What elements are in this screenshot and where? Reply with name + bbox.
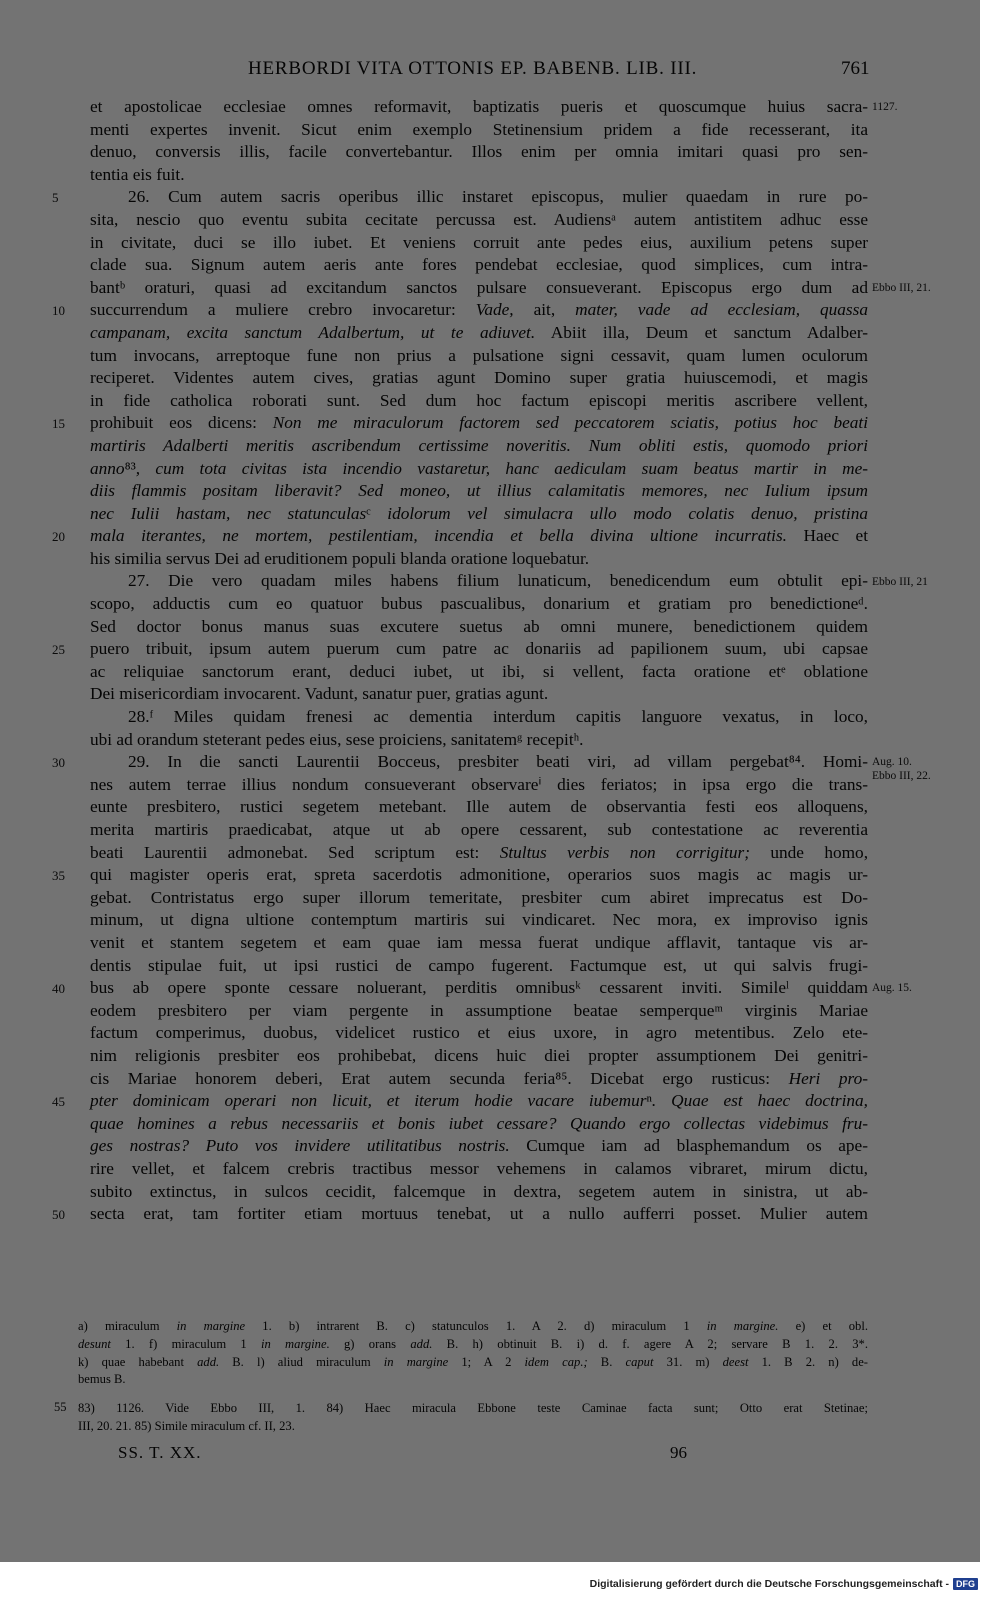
text-line <box>90 1113 868 1136</box>
text-run: sita, nescio quo eventu subita cecitate percussa est. Audiensᵃ autem antistitem adhuc esse <box>90 209 868 229</box>
margin-note: Ebbo III, 21 <box>872 575 928 588</box>
text-run: et apostolicae ecclesiae omnes reformavit, baptizatis pueris et quoscumque huius sacra- <box>90 97 868 116</box>
text-line <box>90 525 868 548</box>
text-line <box>90 299 868 322</box>
text-line <box>90 1022 868 1045</box>
text-line <box>90 616 868 639</box>
text-line <box>90 1045 868 1068</box>
text-line <box>90 96 868 119</box>
italic-text: diis flammis positam liberavit? Sed moneo, ut illius calamitatis memores, nec Iulium ipsum <box>90 481 868 501</box>
italic-text: caput <box>625 1354 654 1369</box>
text-run: 31. m) <box>653 1354 723 1369</box>
footnote-line-number: 55 <box>54 1400 67 1414</box>
text-run: his similia servus Dei ad eruditionem populi blanda oratione loquebatur. <box>90 548 590 568</box>
page-number: 761 <box>841 58 870 79</box>
text-line <box>90 751 868 774</box>
text-line <box>90 277 868 300</box>
footnotes <box>54 1400 868 1436</box>
line-number: 15 <box>52 416 65 432</box>
text-run: succurrendum a muliere crebro invocaretur: <box>90 300 476 320</box>
credit-text: Digitalisierung gefördert durch die Deutsche Forschungsgemeinschaft - <box>589 1578 949 1590</box>
text-line <box>90 661 868 684</box>
text-run: 27. Die vero quadam miles habens filium lunaticum, benedicendum eum obtulit epi- <box>128 571 868 591</box>
text-run: 1. f) miraculum 1 <box>110 1336 261 1351</box>
italic-text: idem cap.; <box>524 1354 588 1369</box>
text-line <box>90 141 868 164</box>
italic-text: quae homines a rebus necessariis et bonis iubet cessare? Quando ergo collectas videbimus fru- <box>90 1113 868 1133</box>
italic-text: in margine. <box>706 1319 779 1333</box>
line-number: 45 <box>52 1094 65 1110</box>
sheet-signature: 96 <box>670 1443 687 1462</box>
text-run: Haec et <box>787 526 869 546</box>
text-line <box>90 458 868 481</box>
apparatus-line <box>78 1318 868 1336</box>
italic-text: . Quae est haec doctrina, <box>651 1091 869 1111</box>
text-line <box>90 706 868 729</box>
text-line <box>90 435 868 458</box>
text-run: III, 20. 21. 85) Simile miraculum cf. II, 23. <box>78 1418 295 1433</box>
italic-text: martiris Adalberti meritis ascribendum certissime noveritis. Num obliti estis, quomodo priori <box>90 435 868 455</box>
text-run: ac reliquiae sanctorum erant, deduci iubet, ut ibi, si vellent, facta oratione etᵉ oblatione <box>90 661 868 681</box>
text-line <box>90 209 868 232</box>
text-line <box>90 955 868 978</box>
text-line <box>90 774 868 797</box>
text-line <box>90 367 868 390</box>
text-line <box>90 796 868 819</box>
text-run: 26. Cum autem sacris operibus illic instaret episcopus, mulier quaedam in rure po- <box>128 187 868 207</box>
text-line <box>90 1068 868 1091</box>
italic-text: in margine. <box>260 1336 330 1351</box>
text-run: puero tribuit, ipsum autem puerum cum patre ac donariis ad papilionem suum, ubi capsae <box>90 639 868 659</box>
margin-note: 1127. <box>872 101 898 113</box>
italic-text: Non me miraculorum factorem sed peccatorem sciatis, potius hoc beati <box>272 413 868 433</box>
text-run: beati Laurentii admonebat. Sed scriptum est: <box>90 842 500 862</box>
text-line <box>90 390 868 413</box>
italic-text: pter dominicam operari non licuit, et iterum hodie vacare iubemur <box>90 1091 647 1111</box>
dfg-logo: DFG <box>953 1578 978 1590</box>
text-run: 28.ᶠ Miles quidam frenesi ac dementia interdum capitis languore vexatus, in loco, <box>128 707 868 727</box>
text-run: ait, <box>513 300 576 320</box>
line-number: 20 <box>52 529 65 545</box>
main-text <box>52 96 931 1226</box>
italic-text: Heri pro- <box>788 1068 868 1088</box>
text-run: tentia eis fuit. <box>90 164 185 184</box>
text-run: venit et stantem segetem et eam quae iam messa fuerat undique afflavit, tantaque vis ar- <box>90 932 868 952</box>
line-number: 5 <box>52 190 59 206</box>
apparatus-line <box>78 1354 868 1372</box>
italic-text: mala iterantes, ne mortem, pestilentiam, incendia et bella divina ultione incurratis. <box>90 526 787 546</box>
digitization-credit <box>590 1578 978 1590</box>
text-run: 1. b) intrarent B. c) statunculos 1. A 2. d) miraculum 1 <box>245 1319 707 1333</box>
footnote-line <box>78 1400 868 1418</box>
text-run: scopo, adductis cum eo quatuor bubus pascualibus, donarium et gratiam pro benedictioneᵈ. <box>90 594 868 614</box>
text-line <box>90 1135 868 1158</box>
text-run: 83) 1126. Vide Ebbo III, 1. 84) Haec miracula Ebbone teste Caminae facta sunt; Otto erat Stetinae; <box>78 1401 868 1415</box>
text-line <box>90 480 868 503</box>
text-run: denuo, conversis illis, facile convertebantur. Illos enim per omnia imitari quasi pro sen- <box>90 142 868 162</box>
text-run: ᶜ <box>366 503 371 523</box>
text-line <box>90 909 868 932</box>
text-line <box>90 593 868 616</box>
text-run: minum, ut digna ultione contemptum martiris sui vindicaret. Nec mora, ex improviso ignis <box>90 910 868 930</box>
italic-text: anno <box>90 458 125 478</box>
text-run: Dei misericordiam invocarent. Vadunt, sanatur puer, gratias agunt. <box>90 684 549 704</box>
text-line <box>90 503 868 526</box>
margin-note: Aug. 10. <box>872 756 912 769</box>
line-number: 40 <box>52 981 65 997</box>
text-line <box>90 164 868 187</box>
text-run: Cumque iam ad blasphemandum os ape- <box>509 1136 868 1156</box>
text-line <box>90 1090 868 1113</box>
italic-text: ges nostras? Puto vos invidere utilitatibus nostris. <box>90 1136 510 1156</box>
text-run: k) quae habebant <box>78 1354 198 1369</box>
text-run: bus ab opere sponte cessare noluerant, perditis omnibusᵏ cessarent inviti. Simileˡ quiddam <box>90 978 868 998</box>
line-number: 35 <box>52 868 65 884</box>
text-run: clade sua. Signum autem aeris ante fores pendebat ecclesiae, quod simplices, cum intra- <box>90 255 868 275</box>
text-run: 29. In die sancti Laurentii Bocceus, presbiter beati viri, ad villam pergebat⁸⁴. Homi- <box>128 752 868 772</box>
italic-text: add. <box>410 1336 433 1351</box>
margin-note: Aug. 15. <box>872 982 912 995</box>
text-line <box>90 638 868 661</box>
text-run: secta erat, tam fortiter etiam mortuus tenebat, ut a nullo aufferri posset. Mulier autem <box>90 1204 868 1224</box>
italic-text: Vade, <box>475 300 514 320</box>
text-line <box>90 1203 868 1226</box>
italic-text: nec Iulii hastam, nec statunculas <box>90 503 367 523</box>
critical-apparatus <box>78 1318 868 1389</box>
italic-text: in margine <box>383 1354 449 1369</box>
italic-text: idolorum vel simulacra ullo modo colatis denuo, pristina <box>370 503 868 523</box>
text-line <box>90 729 868 752</box>
line-number: 30 <box>52 755 65 771</box>
text-run: eunte presbitero, rustici segetem metebant. Ille autem de observantia festi eos alloquens, <box>90 797 868 817</box>
text-line <box>90 570 868 593</box>
text-run: B. h) obtinuit B. i) d. f. agere A 2; servare B 1. 2. 3*. <box>432 1336 868 1351</box>
text-run: a) miraculum <box>78 1319 177 1333</box>
text-line <box>90 1000 868 1023</box>
text-run: B. l) aliud miraculum <box>219 1354 384 1369</box>
apparatus-line <box>78 1336 868 1354</box>
text-line <box>90 345 868 368</box>
text-run: g) orans <box>329 1336 411 1351</box>
text-run: ⁸³ <box>124 458 136 478</box>
text-run: B. <box>587 1354 626 1369</box>
text-run: in fide catholica roborati sunt. Sed dum hoc factum episcopi meritis ascribere vellent, <box>90 390 868 410</box>
text-run: e) et obl. <box>778 1319 869 1333</box>
italic-text: add. <box>197 1354 220 1369</box>
text-line <box>90 119 868 142</box>
apparatus-line <box>78 1371 868 1389</box>
text-line <box>90 864 868 887</box>
italic-text: , cum tota civitas ista incendio vastaretur, hanc aediculam suam beatus martir in me- <box>135 458 868 478</box>
text-line <box>90 232 868 255</box>
text-run: factum comperimus, duobus, videlicet rustico et eius uxore, in agro metentibus. Zelo ete- <box>90 1023 868 1043</box>
text-line <box>90 1181 868 1204</box>
text-line <box>90 254 868 277</box>
text-line <box>90 932 868 955</box>
text-run: reciperet. Videntes autem cives, gratias agunt Domino super gratia huiuscemodi, et magis <box>90 368 868 388</box>
text-run: prohibuit eos dicens: <box>90 413 273 433</box>
text-line <box>90 186 868 209</box>
line-number: 50 <box>52 1207 65 1223</box>
text-run: ⁿ <box>646 1091 652 1111</box>
text-line <box>90 977 868 1000</box>
italic-text: Stultus verbis non corrigitur; <box>499 842 750 862</box>
text-line <box>90 683 868 706</box>
text-run: tum invocans, arreptoque fune non prius a pulsatione signi cessavit, quam lumen oculorum <box>90 345 868 365</box>
text-run: eodem presbitero per viam pergente in assumptione beatae semperqueᵐ virginis Mariae <box>90 1000 868 1020</box>
line-number: 25 <box>52 642 65 658</box>
text-run: rire vellet, et falcem crebris tractibus messor vehemens in calamos vibraret, mirum dictu, <box>90 1158 868 1178</box>
text-run: Sed doctor bonus manus suas excutere suetus ab omni munere, benedictionem quidem <box>90 616 868 636</box>
text-line <box>90 412 868 435</box>
text-run: 1; A 2 <box>448 1354 525 1369</box>
line-number: 10 <box>52 303 65 319</box>
running-title: HERBORDI VITA OTTONIS EP. BABENB. LIB. III. <box>248 58 698 79</box>
text-run: in civitate, duci se illo iubet. Et veniens corruit ante pedes eius, auxilium petens super <box>90 232 868 252</box>
text-run: bantᵇ oraturi, quasi ad excitandum sanctos pulsare consueverant. Episcopus ergo dum ad <box>90 277 868 297</box>
text-line <box>90 887 868 910</box>
running-header <box>0 54 980 84</box>
italic-text: mater, vade ad ecclesiam, quassa <box>575 300 869 320</box>
text-run: qui magister operis erat, spreta sacerdotis admonitione, operarios suos magis ac magis ur- <box>90 865 868 885</box>
text-run: merita martiris praedicabat, atque ut ab opere cessarent, sub contestatione ac reverentia <box>90 820 868 839</box>
italic-text: campanam, excita sanctum Adalbertum, ut te adiuvet. <box>90 322 536 342</box>
text-run: cis Mariae honorem deberi, Erat autem secunda feria⁸⁵. Dicebat ergo rusticus: <box>90 1068 789 1088</box>
text-run: nes autem terrae illius nondum consueverant observareⁱ dies feriatos; in ipsa ergo die trans- <box>90 774 868 794</box>
text-run: 1. B 2. n) de- <box>748 1354 868 1369</box>
text-line <box>90 819 868 842</box>
text-line <box>90 548 868 571</box>
text-run: subito extinctus, in sulcos cecidit, falcemque in dextra, segetem autem in sinistra, ut ab- <box>90 1181 868 1201</box>
text-line <box>90 322 868 345</box>
text-run: menti expertes invenit. Sicut enim exemplo Stetinensium pridem a fide recesserant, ita <box>90 119 868 139</box>
margin-note: Ebbo III, 22. <box>872 769 931 782</box>
text-run: gebat. Contristatus ergo super illorum temeritate, presbiter cum abiret imprecatus est Do- <box>90 887 868 907</box>
text-run: nim religionis presbiter eos prohibebat, dicens huic diei propter assumptionem Dei genitri- <box>90 1045 868 1065</box>
text-line <box>90 842 868 865</box>
text-run: bemus B. <box>78 1372 126 1387</box>
volume-signature: SS. T. XX. <box>118 1443 202 1462</box>
italic-text: in margine <box>176 1319 246 1333</box>
text-run: ubi ad orandum steterant pedes eius, sese proiciens, sanitatemᵍ recepitʰ. <box>90 729 584 749</box>
italic-text: desunt <box>78 1336 111 1351</box>
text-run: Abiit illa, Deum et sanctum Adalber- <box>535 322 868 342</box>
text-run: unde homo, <box>749 842 869 862</box>
text-line <box>90 1158 868 1181</box>
margin-note: Ebbo III, 21. <box>872 281 931 294</box>
text-run: dentis stipulae fuit, ut ipsi rustici de campo fugerent. Factumque est, ut qui salvis frugi- <box>90 955 868 975</box>
footnote-line <box>78 1418 868 1436</box>
italic-text: deest <box>722 1354 749 1369</box>
